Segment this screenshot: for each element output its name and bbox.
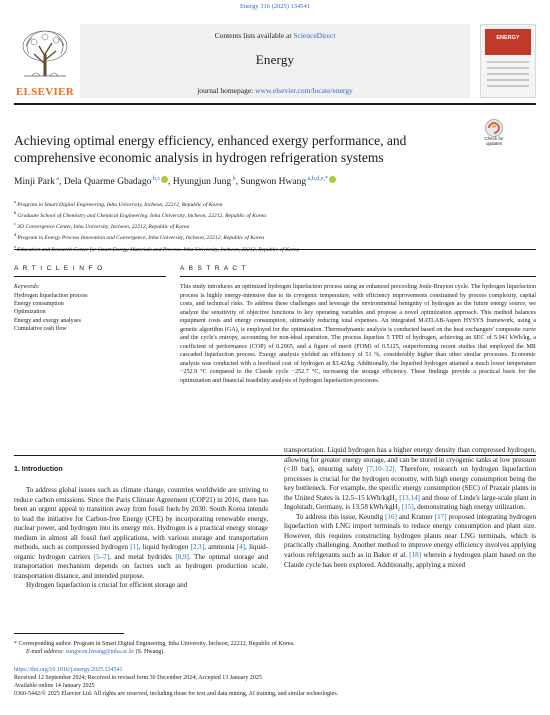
keywords-label: Keywords: (14, 284, 40, 290)
affiliation-item: e (14, 243, 18, 249)
journal-homepage-line: journal homepage: www.elsevier.com/locate/energy (197, 86, 353, 95)
cover-banner (485, 29, 531, 55)
abstract-heading: A B S T R A C T (180, 265, 247, 272)
journal-title[interactable]: Energy (255, 52, 295, 67)
author-name[interactable]: Minji Park (14, 177, 55, 188)
check-for-updates-label: Check for updates (484, 136, 504, 146)
affiliation-list (14, 198, 534, 254)
citation-link[interactable]: [15] (401, 503, 414, 512)
article-info-heading: A R T I C L E I N F O (14, 265, 104, 272)
citation-link[interactable]: [5–7] (93, 552, 110, 561)
orcid-icon[interactable] (329, 176, 336, 183)
copyright-notice: 0360-5442/© 2025 Elsevier Ltd. All rights are reserved, including those for text and data mining, AI training, and similar technologies. (14, 690, 339, 697)
paragraph: transportation. Liquid hydrogen has a higher energy density than compressed hydrogen, allowing for greater energy storage, and can be stored in cryogenic tanks at low pressure (<10 bar), ensuring safety [7,10–12]. Therefore, research on hydrogen liquefaction processes is crucial for the hydrogen economy, with high energy consumption being the key bottleneck. For example, the specific energy consumption (SEC) of Praxair plants in the United States is 12.5–15 kWh/kgH₂ [13,14] and those of Linde's large-scale plant in Ingolstadt, Germany, is 13.58 kWh/kgH₂ [15], demonstrating high energy utilization. (284, 446, 537, 512)
citation-link[interactable]: [18] (409, 551, 422, 560)
article-title: Achieving optimal energy efficiency, enhanced exergy performance, and comprehensive economic analysis in hydrogen refrigeration systems (14, 133, 407, 165)
journal-header (14, 24, 536, 98)
author-affiliation-marker[interactable]: b,c (151, 176, 161, 182)
keywords-list (14, 292, 164, 333)
keyword-item: Hydrogen liquefaction process (14, 293, 88, 299)
journal-reference[interactable]: Energy 316 (2025) 134541 (239, 3, 311, 10)
author-name[interactable]: Dela Quarme Gbadago (63, 177, 152, 188)
received-dates: Received 12 September 2024; Received in revised form 30 December 2024; Accepted 13 January 2025 (14, 674, 262, 681)
citation-link[interactable]: [7,10–12] (366, 465, 395, 474)
elsevier-tree-logo[interactable] (14, 24, 76, 98)
keyword-item: Energy consumption (14, 301, 64, 308)
article-info-rule (14, 276, 166, 277)
author-affiliation-marker[interactable]: b (231, 176, 236, 182)
intro-left-column (14, 486, 268, 591)
keyword-item: Cumulative cash flow (14, 325, 67, 332)
article-metadata (14, 667, 534, 699)
footnote-rule (14, 633, 124, 634)
elsevier-wordmark: ELSEVIER (15, 86, 75, 98)
citation-link[interactable]: [1] (130, 543, 139, 552)
citation-link[interactable]: [2,3] (190, 543, 205, 552)
author-affiliation-marker[interactable]: a,b,d,e,* (306, 176, 328, 182)
citation-link[interactable]: [17] (434, 512, 447, 521)
keyword-item: Optimization (14, 309, 46, 316)
citation-link[interactable]: [13,14] (399, 493, 420, 502)
doi-link[interactable]: https://doi.org/10.1016/j.energy.2025.134541 (14, 667, 123, 673)
paragraph: To address global issues such as climate change, countries worldwide are striving to reduce carbon emissions. Since the Paris Climate Agreement (COP21) in 2016, there has been an urgent appeal to transition away from fossil fuels by 2030. South Korea intends to lead the initiative for Carbon-free Energy (CFE) by incorporating renewable energy, nuclear power, and hydrogen into its energy mix. Hydrogen is a practical energy storage medium in almost all fossil fuel applications, with various storage and transportation methods, such as compressed hydrogen [1], liquid hydrogen [2,3], ammonia [4], liquid-organic hydrogen carriers [5–7], and metal hydrides [8,9]. The optimal storage and transportation mechanism depends on factors such as hydrogen production scale, transportation distance, and intended purpose. (14, 486, 268, 580)
contents-line: Contents lists available at ScienceDirect (214, 31, 336, 40)
orcid-icon[interactable] (161, 176, 168, 183)
author-name[interactable]: Hyungjun Jung (172, 177, 232, 188)
cover-text-lines (487, 61, 529, 91)
author-affiliation-marker[interactable]: a (54, 176, 60, 182)
cover-title: ENERGY (496, 35, 520, 41)
citation-link[interactable]: [8,9] (175, 552, 189, 561)
author-list: Minji Park $^a$, Dela Quarme Gbadago $^{b,c}$ , Hyungjun Jung $^b$, Sungwon Hwang $^{a,b,d,e,*}$ (14, 176, 534, 187)
journal-masthead (80, 24, 470, 98)
email-label: E-mail address: (26, 649, 65, 655)
citation-link[interactable]: [16] (385, 512, 397, 521)
paragraph: To address this issue, Keundig [16] and Kramer [17] proposed integrating hydrogen liquefaction with LNG import terminals to reduce energy consumption and plant size. However, this requires constructing hydrogen plants near LNG terminals, which is practically challenging. Another method to improve energy efficiency involves applying various refrigerants such as in Baker et al. [18] wherein a hydrogen plant based on the Claude cycle has been explored. Additionally, applying a mixed (284, 512, 536, 569)
citation-link[interactable]: [4] (236, 543, 246, 552)
author-name[interactable]: Sungwon Hwang (240, 177, 307, 188)
corresponding-author-text: Corresponding author. Program in Smart Digital Engineering, Inha University, Incheon, 22212, Republic of Korea. (18, 641, 295, 647)
affiliation-item: $^c$ 3D Convergence Center, Inha University, Incheon, 22212, Republic of Korea (14, 221, 190, 231)
paragraph: Hydrogen liquefaction is crucial for efficient storage and (26, 581, 188, 590)
header-divider (14, 103, 536, 105)
affiliation-item: $^b$ Graduate School of Chemistry and Chemical Engineering, Inha University, Incheon, 22212, Republic of Korea (14, 210, 266, 220)
sciencedirect-link[interactable]: ScienceDirect (293, 31, 336, 40)
keyword-item: Energy and exergy analyses (14, 317, 81, 324)
corresponding-author-footnote: * Corresponding author. Program in Smart Digital Engineering, Inha University, Incheon, 22212, Republic of Korea. E-mail address: sungwon.hwang@inha.ac.kr (S. Hwang). (14, 641, 295, 655)
abstract-body: This study introduces an optimized hydrogen liquefaction process using an enhanced precooling Joule-Brayton cycle. The hydrogen liquefaction process is highly energy-intensive due to its cryogenic temperature, with efficiency improvements constrained by process complexity, capital costs, and technical risks. To address these challenges and leverage the environmental benignity of hydrogen as the future energy source, we analyze the sensitivity of objective functions to key operating variables and propose a novel optimization approach. This method balances equipment costs and energy consumption, ultimately reducing total expenses. An integrated MATLAB-Aspen HYSYS framework, using a genetic algorithm (GA), is employed for the optimization. Thermodynamic analysis is conducted based on the heat exchangers' composite curve and the cycle's entropy, accounting for non-ideal operation. The process liquefies 5 TPD of hydrogen, achieving an SEC of 5.941 kWh/kg, a coefficient of performance (COP) of 0.2065, and a figure of merit (FOM) of 0.5125, outperforming recent studies that employed the MR cascaded liquefaction process. Exergy analysis yielded an efficiency of 51 %, considerably higher than other similar processes. Economic analysis was conducted with a levelized cost of hydrogen at $3.42/kg. Additionally, the liquefied hydrogen attained a much lower temperature −252.9 °C compared to the Claude cycle −252.7 °C, increasing the storage efficiency. These findings provide a practical basis for the optimization and financial feasibility analysis of hydrogen liquefaction processes. (180, 284, 536, 384)
intro-right-column (284, 446, 536, 570)
check-updates-icon (480, 118, 508, 138)
author-email-link[interactable]: sungwon.hwang@inha.ac.kr (65, 649, 135, 655)
abstract-rule (180, 276, 536, 277)
available-online: Available online 14 January 2025 (14, 682, 95, 689)
affiliation-item: $^a$ Program in Smart Digital Engineering, Inha University, Incheon, 22212, Republic of Korea (14, 199, 223, 208)
journal-cover-thumbnail[interactable] (480, 24, 536, 98)
introduction-heading: 1. Introduction (14, 466, 63, 473)
journal-homepage-link[interactable]: www.elsevier.com/locate/energy (255, 86, 353, 95)
affiliation-divider (14, 249, 536, 250)
affiliation-item: $^d$ Program in Energy Process Innovation and Convergence, Inha University, Incheon, 22212, Republic of Korea (14, 232, 265, 242)
